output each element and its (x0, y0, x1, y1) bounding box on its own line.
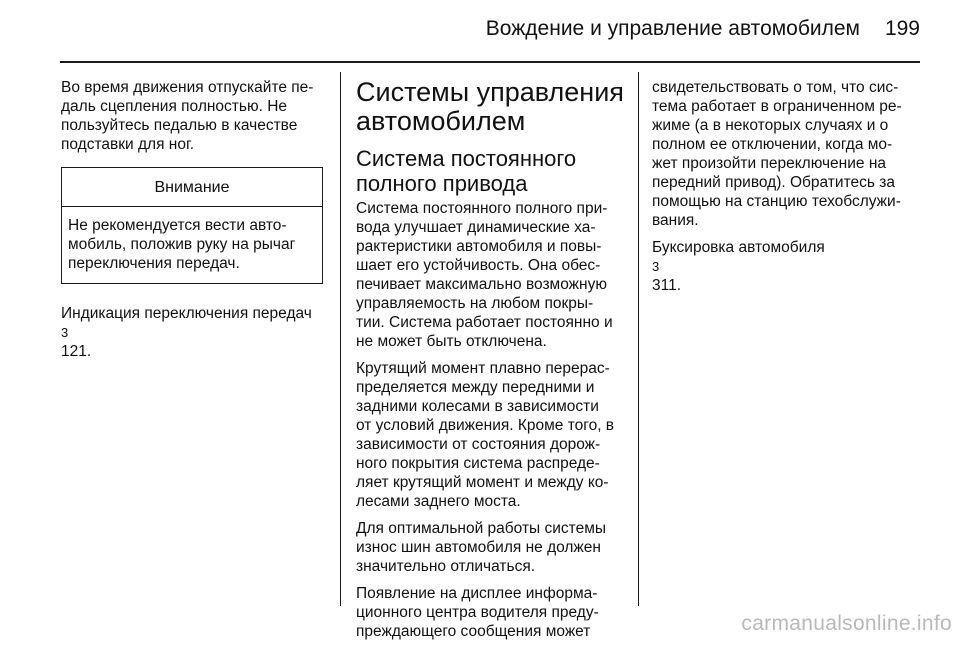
middle-column (356, 77, 624, 649)
text-line: рактеристики автомобиля и повы- (356, 238, 602, 255)
text-line: полном ее отключении, когда мо- (652, 136, 893, 153)
text-line: ного покрытия система распреде- (356, 455, 600, 472)
warning-title: Внимание (62, 168, 322, 207)
text-line: управляемость на любом покры- (356, 295, 594, 312)
text-line: переключения передач. (68, 255, 240, 272)
header-divider (60, 61, 920, 63)
page-reference-number: 121. (61, 343, 92, 360)
text-line: Буксировка автомобиля 3 311. (652, 238, 914, 295)
page-reference[interactable] (652, 257, 914, 295)
text-line: Система постоянного полного при- (356, 200, 608, 217)
text-line: зависимости от состояния дорож- (356, 436, 601, 453)
text-line: помощью на станцию техобслужи- (652, 193, 901, 210)
text-line: ляет крутящий момент и между ко- (356, 474, 609, 491)
intro-paragraph (61, 78, 323, 154)
text-line: ционного центра водителя преду- (356, 604, 599, 621)
text-line: Во время движения отпускайте пе- (61, 79, 314, 96)
watermark-text: carmanualsonline.info (741, 612, 952, 635)
page-reference-icon: 3 (652, 259, 660, 274)
text-line: передний привод). Обратитесь за (652, 174, 895, 191)
text-line: преждающего сообщения может (356, 623, 591, 640)
subsection-title: Система постоянного полного привода (356, 146, 577, 196)
section-title: Системы управления автомобилем (356, 77, 624, 136)
warning-box (61, 167, 323, 284)
text-line: задними колесами в зависимости (356, 398, 599, 415)
text-line: тии. Система работает постоянно и (356, 314, 613, 331)
text-line: пределяется между передними и (356, 379, 595, 396)
text-line: пользуйтесь педалью в качестве (61, 117, 298, 134)
text-line: Не рекомендуется вести авто- (68, 217, 287, 234)
page-reference-number: 311. (652, 277, 682, 294)
text-line: значительно отличаться. (356, 558, 536, 575)
body-paragraph (356, 359, 618, 511)
body-paragraph (356, 584, 618, 641)
text-line: износ шин автомобиля не должен (356, 539, 601, 556)
text-line: мобиль, положив руку на рычаг (68, 236, 296, 253)
text-line: Крутящий момент плавно перерас- (356, 360, 610, 377)
text-line: вания. (652, 212, 699, 229)
text-line: тема работает в ограниченном ре- (652, 98, 902, 115)
text-line: свидетельствовать о том, что сис- (652, 79, 899, 96)
text-line: шает его устойчивость. Она обес- (356, 257, 601, 274)
text-line: жиме (а в некоторых случаях и о (652, 117, 889, 134)
column-divider-right (638, 72, 639, 606)
gear-indicator-paragraph (61, 304, 323, 361)
text-line: от условий движения. Кроме того, в (356, 417, 615, 434)
body-paragraph (356, 199, 618, 351)
page-number: 199 (884, 17, 920, 40)
text-line: вода улучшает динамические ха- (356, 219, 596, 236)
text-line: подставки для ног. (61, 136, 195, 153)
page-reference-icon: 3 (61, 325, 69, 340)
text-line: даль сцепления полностью. Не (61, 98, 288, 115)
text-line: жет произойти переключение на (652, 155, 887, 172)
text-line: Появление на дисплее информа- (356, 585, 598, 602)
left-column (61, 78, 323, 369)
text-line: не может быть отключена. (356, 333, 547, 350)
towing-reference-paragraph (652, 238, 914, 295)
body-paragraph (356, 519, 618, 576)
warning-body (62, 207, 322, 283)
body-paragraph (652, 78, 914, 230)
page-reference[interactable] (61, 323, 323, 361)
text-line: печивает максимально возможную (356, 276, 607, 293)
column-divider-left (340, 72, 341, 606)
text-line: Для оптимальной работы системы (356, 520, 606, 537)
page-header-title: Вождение и управление автомобилем (485, 17, 860, 40)
text-line: лесами заднего моста. (356, 493, 521, 510)
text-line: Индикация переключения передач (61, 305, 312, 322)
right-column (652, 78, 914, 303)
